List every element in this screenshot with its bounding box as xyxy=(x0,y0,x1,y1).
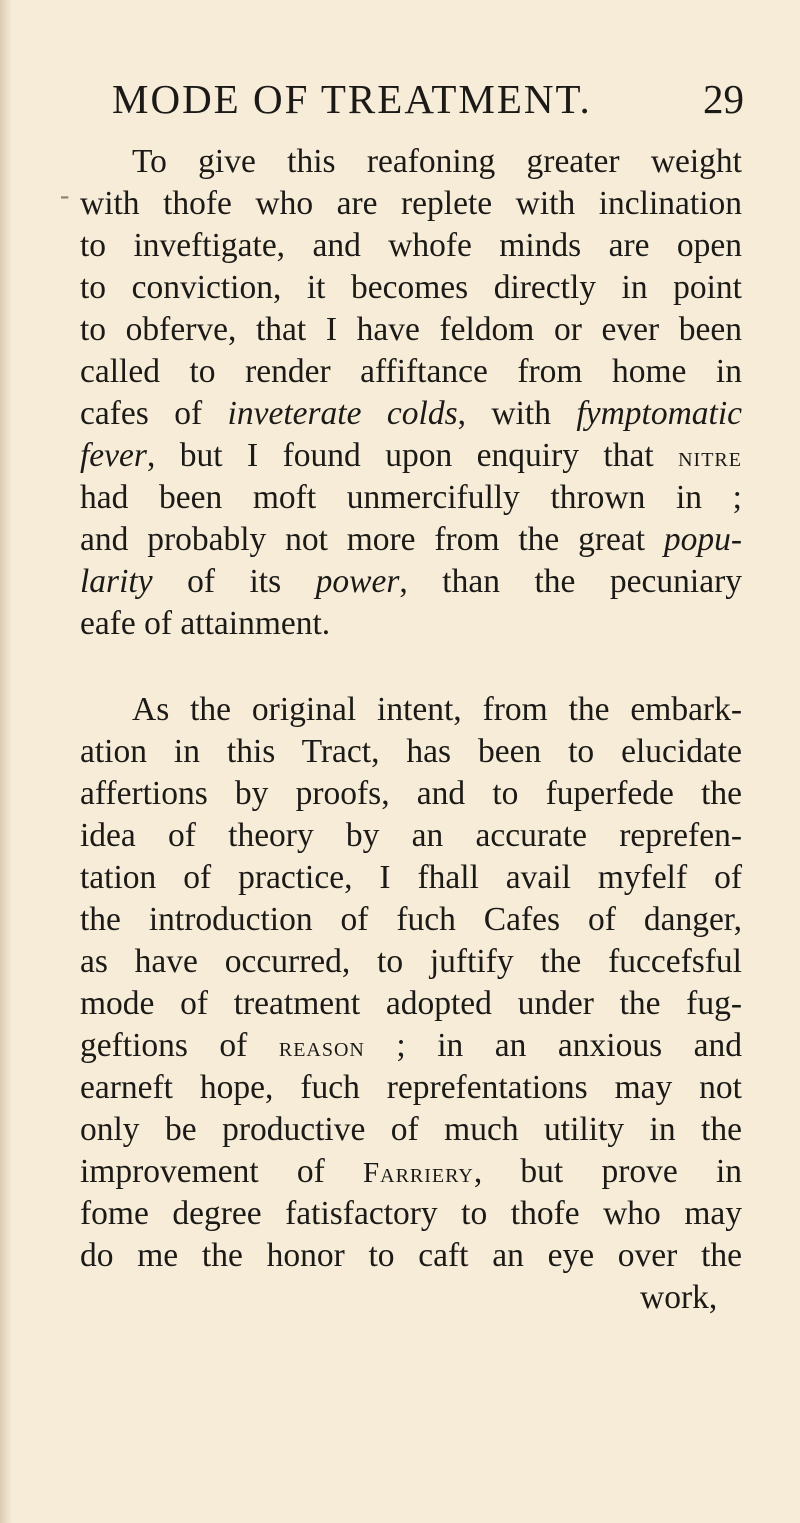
text-line: to obferve, that I have feldom or ever been xyxy=(80,311,742,348)
header-title: MODE OF TREATMENT. xyxy=(112,76,592,122)
text-line: had been moft unmercifully thrown in ; xyxy=(80,479,742,516)
text-line: geftions of reason ; in an anxious and xyxy=(80,1027,742,1064)
italic-phrase: fymptomatic xyxy=(576,395,742,432)
small-caps-word: reason xyxy=(278,1031,365,1063)
text-line: mode of treatment adopted under the fug- xyxy=(80,985,742,1022)
text-line: cafes of inveterate colds, with fymptomatic xyxy=(80,395,742,432)
text-line: ation in this Tract, has been to elucidate xyxy=(80,733,742,770)
italic-phrase: popu- xyxy=(663,521,742,558)
text-line: fever, but I found upon enquiry that nitre xyxy=(80,437,742,474)
italic-phrase: power xyxy=(315,563,400,600)
text-line: tation of practice, I fhall avail myfelf of xyxy=(80,859,742,896)
small-caps-word: nitre xyxy=(678,441,742,473)
text-line: to inveftigate, and whofe minds are open xyxy=(80,227,742,264)
text-line: to conviction, it becomes directly in point xyxy=(80,269,742,306)
text-line: do me the honor to caft an eye over the xyxy=(80,1237,742,1274)
text-line: To give this reafoning greater weight xyxy=(132,143,742,180)
running-header xyxy=(112,74,744,124)
text-line: the introduction of fuch Cafes of danger, xyxy=(80,901,742,938)
catchword: work, xyxy=(640,1279,718,1316)
small-caps-word: Farriery xyxy=(363,1157,474,1189)
italic-phrase: inveterate colds xyxy=(227,395,458,432)
page-gutter-shadow xyxy=(0,0,12,1523)
text-line: As the original intent, from the embark- xyxy=(132,691,742,728)
italic-phrase: fever xyxy=(80,437,147,474)
text-line: improvement of Farriery, but prove in xyxy=(80,1153,743,1190)
text-line: called to render affiftance from home in xyxy=(80,353,742,390)
page-number: 29 xyxy=(703,76,744,122)
text-line: affertions by proofs, and to fuperfede the xyxy=(80,775,742,812)
text-line: idea of theory by an accurate reprefen- xyxy=(80,817,742,854)
text-line: earneft hope, fuch reprefentations may not xyxy=(80,1069,742,1106)
margin-mark: - xyxy=(60,180,70,211)
text-line: with thofe who are replete with inclination xyxy=(80,185,742,222)
text-line: larity of its power, than the pecuniary xyxy=(80,563,742,600)
text-line: as have occurred, to juftify the fuccefsful xyxy=(80,943,742,980)
text-line: fome degree fatisfactory to thofe who may xyxy=(80,1195,742,1232)
italic-phrase: larity xyxy=(80,563,153,600)
text-line: only be productive of much utility in the xyxy=(80,1111,742,1148)
text-line: and probably not more from the great popu- xyxy=(80,521,742,558)
text-line: eafe of attainment. xyxy=(80,605,331,642)
